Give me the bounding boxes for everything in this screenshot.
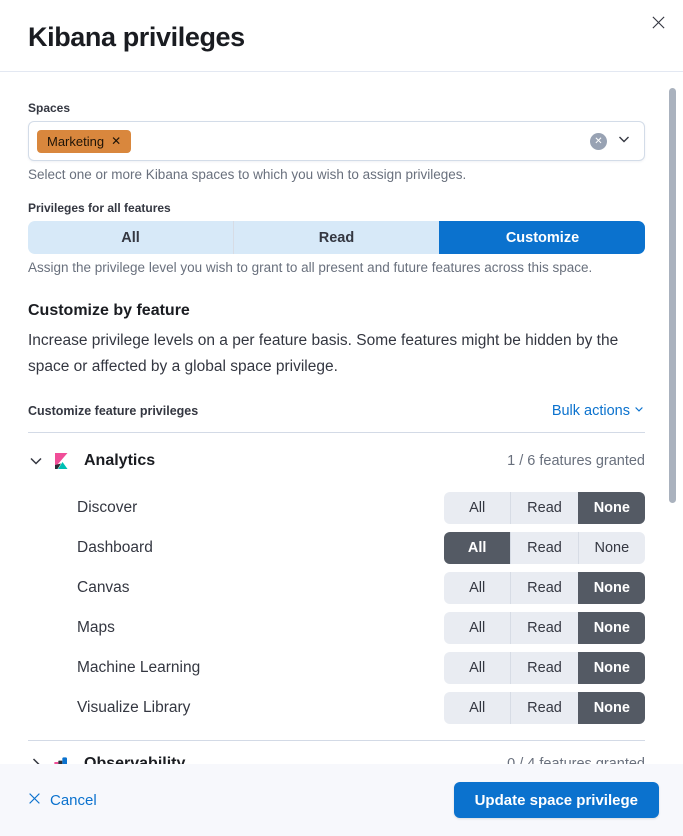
space-tag-marketing[interactable] bbox=[37, 130, 131, 153]
customize-description: Increase privilege levels on a per feature basis. Some features might be hidden by the space or affected by a global space privilege. bbox=[28, 332, 619, 375]
modal-body bbox=[0, 72, 683, 787]
base-privilege-customize-button[interactable]: Customize bbox=[439, 221, 645, 254]
feature-row-discover bbox=[28, 488, 645, 528]
feature-row-machine-learning bbox=[28, 648, 645, 688]
cancel-button[interactable] bbox=[28, 792, 97, 809]
base-privilege-read-button[interactable]: Read bbox=[233, 221, 439, 254]
base-privilege-group bbox=[28, 221, 645, 254]
page-title: Kibana privileges bbox=[28, 22, 245, 52]
feature-row-dashboard bbox=[28, 528, 645, 568]
privilege-read-button[interactable]: Read bbox=[510, 612, 577, 644]
feature-label: Maps bbox=[77, 619, 115, 636]
privilege-read-button[interactable]: Read bbox=[510, 492, 577, 524]
privilege-all-button[interactable]: All bbox=[444, 652, 510, 684]
cancel-label: Cancel bbox=[50, 791, 97, 809]
category-analytics-label: Analytics bbox=[84, 451, 156, 469]
space-tag-label: Marketing bbox=[47, 133, 105, 149]
close-button[interactable] bbox=[646, 12, 670, 36]
feature-row-visualize-library bbox=[28, 688, 645, 728]
base-privilege-all-button[interactable]: All bbox=[28, 221, 233, 254]
privilege-read-button[interactable]: Read bbox=[510, 572, 577, 604]
spaces-label: Spaces bbox=[28, 101, 71, 115]
privilege-toggle-group bbox=[444, 692, 645, 724]
privilege-toggle-group bbox=[444, 652, 645, 684]
privilege-read-button[interactable]: Read bbox=[510, 652, 577, 684]
feature-row-canvas bbox=[28, 568, 645, 608]
feature-label: Visualize Library bbox=[77, 699, 191, 716]
base-privilege-help-text: Assign the privilege level you wish to grant to all present and future features across this space. bbox=[28, 260, 593, 275]
privilege-all-button[interactable]: All bbox=[444, 692, 510, 724]
close-icon bbox=[651, 15, 666, 33]
privilege-none-button[interactable]: None bbox=[578, 532, 645, 564]
privilege-all-button[interactable]: All bbox=[444, 572, 510, 604]
privilege-none-button[interactable]: None bbox=[578, 572, 645, 604]
update-space-privilege-button[interactable]: Update space privilege bbox=[454, 782, 659, 818]
scrollbar-thumb[interactable] bbox=[669, 88, 676, 503]
privilege-read-button[interactable]: Read bbox=[510, 532, 577, 564]
privilege-none-button[interactable]: None bbox=[578, 692, 645, 724]
bulk-actions-button[interactable] bbox=[552, 403, 645, 419]
feature-label: Canvas bbox=[77, 579, 130, 596]
chevron-down-icon[interactable] bbox=[616, 131, 632, 152]
privilege-toggle-group bbox=[444, 532, 645, 564]
feature-row-maps bbox=[28, 608, 645, 648]
bulk-actions-label: Bulk actions bbox=[551, 403, 630, 419]
privilege-toggle-group bbox=[444, 492, 645, 524]
privilege-all-button[interactable]: All bbox=[444, 612, 510, 644]
base-privilege-label: Privileges for all features bbox=[28, 201, 171, 215]
remove-tag-icon[interactable]: ✕ bbox=[111, 134, 122, 148]
feature-label: Discover bbox=[77, 499, 138, 516]
analytics-kibana-icon bbox=[53, 453, 69, 469]
analytics-granted-count: 1 / 6 features granted bbox=[507, 452, 645, 469]
feature-label: Machine Learning bbox=[77, 659, 201, 676]
cancel-x-icon bbox=[28, 792, 41, 809]
customize-heading: Customize by feature bbox=[28, 302, 190, 319]
feature-table-label: Customize feature privileges bbox=[28, 404, 199, 418]
chevron-down-icon[interactable] bbox=[28, 453, 44, 469]
privilege-none-button[interactable]: None bbox=[578, 612, 645, 644]
feature-label: Dashboard bbox=[77, 539, 153, 556]
chevron-down-icon bbox=[633, 403, 645, 419]
privilege-none-button[interactable]: None bbox=[578, 492, 645, 524]
spaces-combobox[interactable] bbox=[28, 121, 645, 161]
privilege-all-button[interactable]: All bbox=[444, 532, 510, 564]
clear-selection-button[interactable]: ✕ bbox=[590, 133, 607, 150]
privilege-none-button[interactable]: None bbox=[578, 652, 645, 684]
modal-header bbox=[0, 0, 683, 72]
privilege-toggle-group bbox=[444, 612, 645, 644]
category-analytics-toggle[interactable] bbox=[28, 433, 645, 488]
spaces-help-text: Select one or more Kibana spaces to which you wish to assign privileges. bbox=[28, 167, 467, 182]
privilege-toggle-group bbox=[444, 572, 645, 604]
privilege-read-button[interactable]: Read bbox=[510, 692, 577, 724]
privilege-all-button[interactable]: All bbox=[444, 492, 510, 524]
modal-footer bbox=[0, 764, 683, 836]
